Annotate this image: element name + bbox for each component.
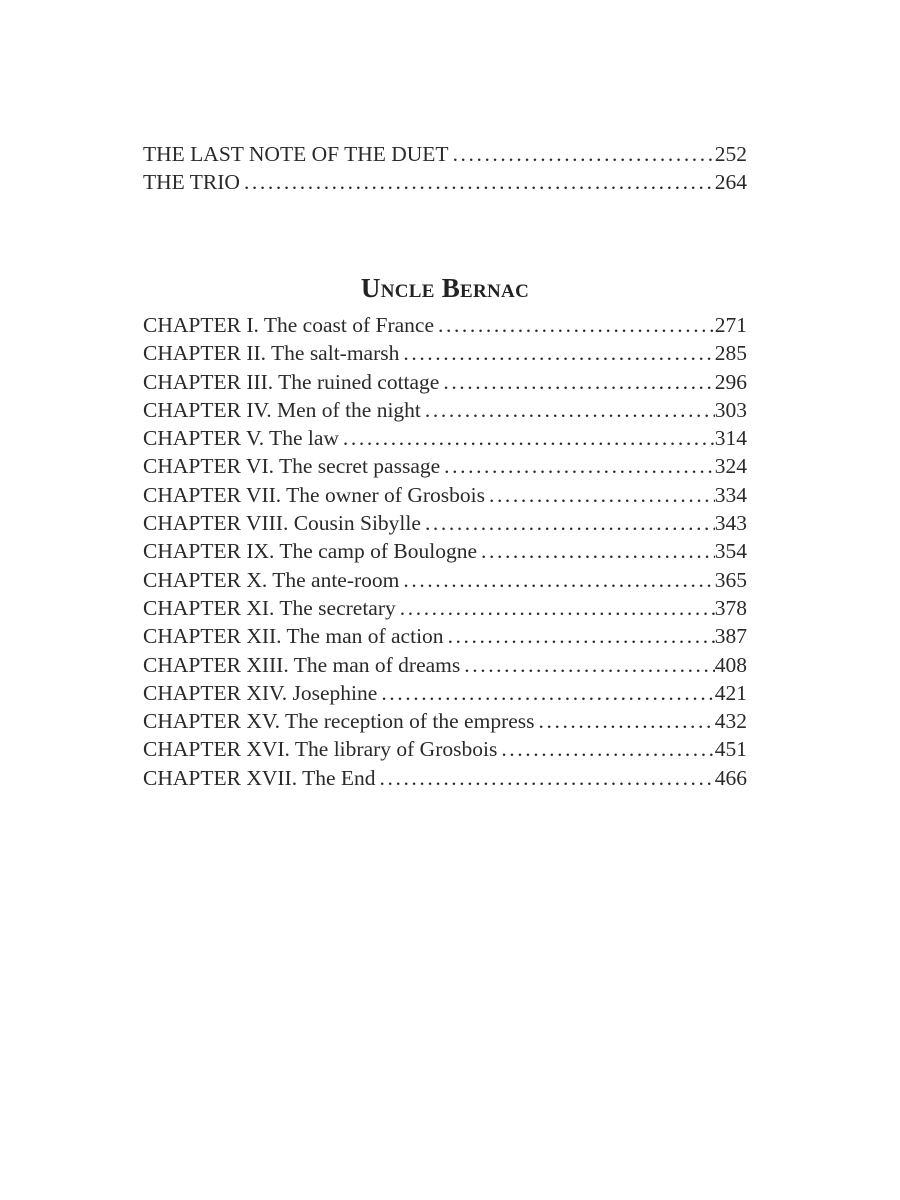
entry-page-number: 343 (714, 511, 747, 536)
dot-leader (439, 368, 714, 396)
toc-entry[interactable] (143, 707, 747, 735)
entry-title: CHAPTER III. The ruined cottage (143, 369, 440, 394)
dot-leader (399, 566, 714, 594)
toc-entry[interactable] (143, 481, 747, 509)
entry-page-number: 432 (714, 709, 747, 734)
entry-title: CHAPTER IV. Men of the night (143, 397, 421, 422)
entry-page-number: 378 (714, 595, 747, 620)
entry-page-number: 421 (714, 680, 747, 705)
entry-page-number: 324 (714, 454, 747, 479)
dot-leader (396, 594, 715, 622)
entry-title: CHAPTER XV. The reception of the empress (143, 709, 535, 734)
entry-title: CHAPTER VI. The secret passage (143, 454, 441, 479)
toc-entry[interactable] (143, 764, 747, 792)
entry-title: CHAPTER XVII. The End (143, 765, 376, 790)
section-heading: Uncle Bernac (360, 273, 530, 304)
entry-title: THE TRIO (143, 170, 240, 195)
toc-entry[interactable] (143, 452, 747, 480)
entry-title: CHAPTER I. The coast of France (143, 313, 434, 337)
entry-title: CHAPTER VIII. Cousin Sibylle (143, 511, 421, 536)
entry-page-number: 466 (714, 765, 747, 790)
previous-section-toc (143, 140, 747, 197)
entry-title: CHAPTER XI. The secretary (143, 595, 396, 620)
toc-entry[interactable] (143, 651, 747, 679)
dot-leader (376, 764, 715, 792)
entry-title: CHAPTER II. The salt-marsh (143, 341, 400, 366)
toc-entry[interactable] (143, 537, 747, 565)
toc-entry[interactable] (143, 368, 747, 396)
dot-leader (339, 424, 715, 452)
dot-leader (449, 140, 715, 168)
dot-leader (399, 339, 714, 367)
dot-leader (421, 396, 715, 424)
dot-leader (440, 452, 715, 480)
entry-page-number: 451 (714, 737, 747, 762)
toc-entry[interactable] (143, 339, 747, 367)
entry-page-number: 334 (714, 482, 747, 507)
dot-leader (477, 537, 715, 565)
entry-title: CHAPTER XII. The man of action (143, 624, 444, 649)
dot-leader (535, 707, 715, 735)
toc-entry[interactable] (143, 424, 747, 452)
entry-title: CHAPTER V. The law (143, 426, 339, 451)
entry-title: THE LAST NOTE OF THE DUET (143, 142, 449, 166)
toc-entry[interactable] (143, 622, 747, 650)
entry-title: CHAPTER XVI. The library of Grosbois (143, 737, 498, 762)
toc-entry[interactable] (143, 735, 747, 763)
entry-page-number: 408 (714, 652, 747, 677)
toc-entry[interactable] (143, 396, 747, 424)
dot-leader (497, 735, 714, 763)
toc-entry[interactable] (143, 566, 747, 594)
section-toc (143, 311, 747, 792)
dot-leader (421, 509, 715, 537)
dot-leader (485, 481, 715, 509)
entry-page-number: 252 (714, 142, 747, 166)
entry-title: CHAPTER XIII. The man of dreams (143, 652, 461, 677)
entry-page-number: 264 (714, 170, 747, 195)
entry-page-number: 303 (714, 397, 747, 422)
entry-title: CHAPTER VII. The owner of Grosbois (143, 482, 485, 507)
dot-leader (240, 168, 715, 196)
entry-title: CHAPTER IX. The camp of Boulogne (143, 539, 478, 564)
entry-page-number: 271 (714, 313, 747, 337)
entry-page-number: 285 (714, 341, 747, 366)
toc-entry[interactable] (143, 168, 747, 196)
entry-page-number: 314 (714, 426, 747, 451)
toc-entry[interactable] (143, 311, 747, 339)
entry-page-number: 354 (714, 539, 747, 564)
toc-entry[interactable] (143, 509, 747, 537)
entry-title: CHAPTER XIV. Josephine (143, 680, 378, 705)
dot-leader (377, 679, 714, 707)
toc-entry[interactable] (143, 140, 747, 168)
entry-page-number: 365 (714, 567, 747, 592)
toc-entry[interactable] (143, 679, 747, 707)
entry-title: CHAPTER X. The ante-room (143, 567, 400, 592)
dot-leader (434, 311, 715, 339)
dot-leader (460, 651, 714, 679)
entry-page-number: 387 (714, 624, 747, 649)
entry-page-number: 296 (714, 369, 747, 394)
toc-entry[interactable] (143, 594, 747, 622)
dot-leader (444, 622, 715, 650)
